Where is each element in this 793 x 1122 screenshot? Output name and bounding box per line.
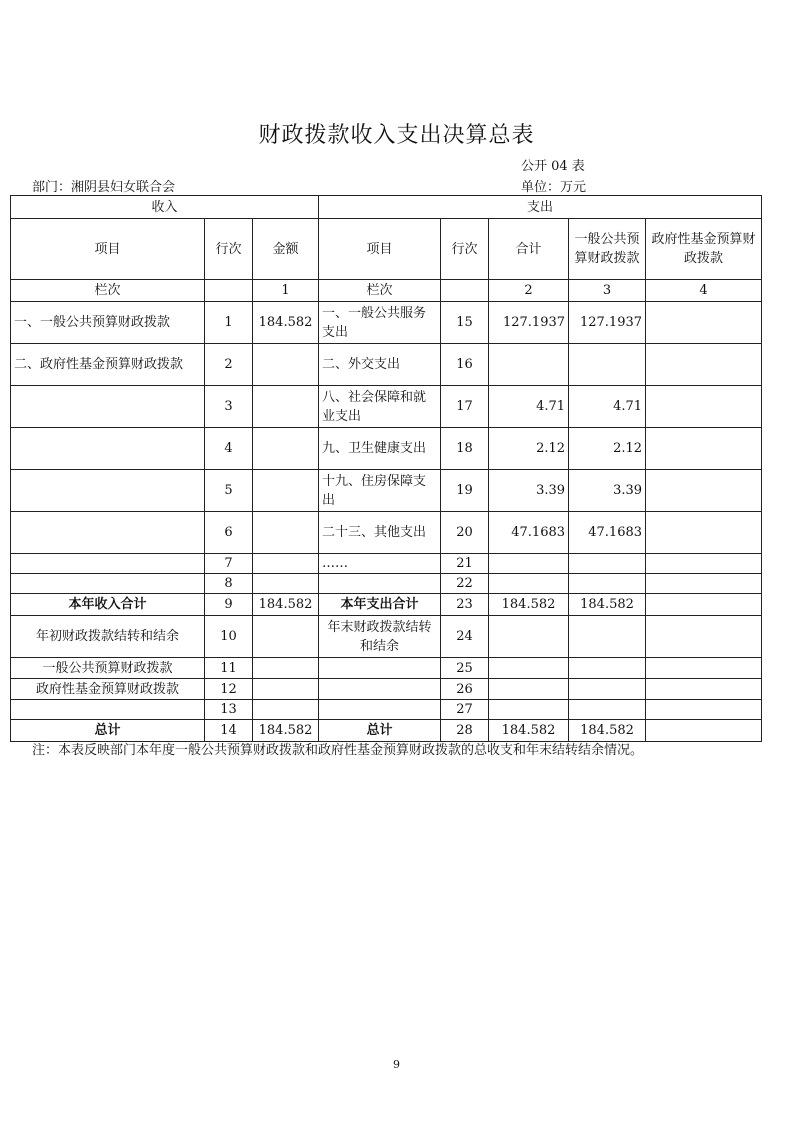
income-item bbox=[11, 574, 205, 594]
income-line-no: 10 bbox=[205, 616, 253, 658]
expense-item: …… bbox=[319, 554, 441, 574]
expense-line-no: 19 bbox=[441, 470, 489, 512]
expense-line-no: 22 bbox=[441, 574, 489, 594]
expense-line-no: 16 bbox=[441, 344, 489, 386]
expense-item bbox=[319, 679, 441, 700]
income-line-no: 3 bbox=[205, 386, 253, 428]
income-subtotal-label: 本年收入合计 bbox=[11, 594, 205, 616]
expense-total: 4.71 bbox=[489, 386, 569, 428]
expense-general bbox=[569, 679, 646, 700]
expense-total: 2.12 bbox=[489, 428, 569, 470]
expense-item bbox=[319, 658, 441, 679]
income-line-no: 7 bbox=[205, 554, 253, 574]
income-item: 年初财政拨款结转和结余 bbox=[11, 616, 205, 658]
income-item bbox=[11, 512, 205, 554]
expense-total bbox=[489, 679, 569, 700]
expense-general bbox=[569, 658, 646, 679]
budget-table bbox=[10, 195, 762, 742]
empty-cell bbox=[205, 280, 253, 302]
col-in-amount: 金额 bbox=[253, 219, 319, 280]
expense-line-no: 25 bbox=[441, 658, 489, 679]
expense-total bbox=[489, 554, 569, 574]
expense-general bbox=[569, 700, 646, 720]
expense-item: 九、卫生健康支出 bbox=[319, 428, 441, 470]
income-header: 收入 bbox=[11, 196, 319, 219]
income-item: 二、政府性基金预算财政拨款 bbox=[11, 344, 205, 386]
expense-total bbox=[489, 658, 569, 679]
expense-fund bbox=[646, 616, 762, 658]
income-item: 一般公共预算财政拨款 bbox=[11, 658, 205, 679]
lanci-label: 栏次 bbox=[319, 280, 441, 302]
expense-total: 184.582 bbox=[489, 720, 569, 742]
expense-general: 127.1937 bbox=[569, 302, 646, 344]
income-amount bbox=[253, 428, 319, 470]
income-amount: 184.582 bbox=[253, 594, 319, 616]
income-grand-total-label: 总计 bbox=[11, 720, 205, 742]
col-number-4: 4 bbox=[646, 280, 762, 302]
page-number: 9 bbox=[393, 1058, 400, 1071]
table-row bbox=[11, 594, 762, 616]
income-line-no: 14 bbox=[205, 720, 253, 742]
expense-total: 3.39 bbox=[489, 470, 569, 512]
expense-line-no: 20 bbox=[441, 512, 489, 554]
unit-label: 单位：万元 bbox=[521, 180, 587, 195]
expense-total: 184.582 bbox=[489, 594, 569, 616]
expense-fund bbox=[646, 658, 762, 679]
expense-general: 4.71 bbox=[569, 386, 646, 428]
income-line-no: 11 bbox=[205, 658, 253, 679]
expense-total bbox=[489, 700, 569, 720]
expense-fund bbox=[646, 428, 762, 470]
col-in-line-no: 行次 bbox=[205, 219, 253, 280]
table-row bbox=[11, 658, 762, 679]
income-amount: 184.582 bbox=[253, 720, 319, 742]
expense-fund bbox=[646, 720, 762, 742]
col-out-total: 合计 bbox=[489, 219, 569, 280]
col-out-line-no: 行次 bbox=[441, 219, 489, 280]
expense-fund bbox=[646, 512, 762, 554]
table-row bbox=[11, 470, 762, 512]
expense-fund bbox=[646, 344, 762, 386]
col-out-item: 项目 bbox=[319, 219, 441, 280]
income-amount bbox=[253, 344, 319, 386]
expense-total: 127.1937 bbox=[489, 302, 569, 344]
form-code: 公开 04 表 bbox=[521, 159, 585, 174]
table-row bbox=[11, 700, 762, 720]
table-row bbox=[11, 679, 762, 700]
table-row bbox=[11, 512, 762, 554]
department-label: 部门：湘阴县妇女联合会 bbox=[32, 180, 176, 195]
lanci-label: 栏次 bbox=[11, 280, 205, 302]
expense-general: 3.39 bbox=[569, 470, 646, 512]
expense-general bbox=[569, 574, 646, 594]
expense-fund bbox=[646, 700, 762, 720]
income-item bbox=[11, 554, 205, 574]
expense-general bbox=[569, 344, 646, 386]
income-item: 政府性基金预算财政拨款 bbox=[11, 679, 205, 700]
empty-cell bbox=[441, 280, 489, 302]
expense-item bbox=[319, 700, 441, 720]
income-amount bbox=[253, 700, 319, 720]
income-item bbox=[11, 470, 205, 512]
expense-fund bbox=[646, 594, 762, 616]
expense-line-no: 18 bbox=[441, 428, 489, 470]
expense-total: 47.1683 bbox=[489, 512, 569, 554]
expense-item bbox=[319, 574, 441, 594]
expense-general bbox=[569, 616, 646, 658]
income-amount bbox=[253, 512, 319, 554]
income-line-no: 4 bbox=[205, 428, 253, 470]
income-amount bbox=[253, 679, 319, 700]
table-row bbox=[11, 302, 762, 344]
expense-line-no: 27 bbox=[441, 700, 489, 720]
expense-line-no: 24 bbox=[441, 616, 489, 658]
income-item: 一、一般公共预算财政拨款 bbox=[11, 302, 205, 344]
income-amount: 184.582 bbox=[253, 302, 319, 344]
col-in-item: 项目 bbox=[11, 219, 205, 280]
expense-line-no: 28 bbox=[441, 720, 489, 742]
expense-line-no: 26 bbox=[441, 679, 489, 700]
expense-header: 支出 bbox=[319, 196, 762, 219]
expense-general: 184.582 bbox=[569, 720, 646, 742]
expense-total bbox=[489, 616, 569, 658]
income-item bbox=[11, 700, 205, 720]
income-amount bbox=[253, 470, 319, 512]
table-row bbox=[11, 574, 762, 594]
income-line-no: 13 bbox=[205, 700, 253, 720]
income-line-no: 9 bbox=[205, 594, 253, 616]
table-row bbox=[11, 344, 762, 386]
income-line-no: 1 bbox=[205, 302, 253, 344]
expense-grand-total-label: 总计 bbox=[319, 720, 441, 742]
income-line-no: 8 bbox=[205, 574, 253, 594]
expense-item: 年末财政拨款结转和结余 bbox=[319, 616, 441, 658]
expense-general bbox=[569, 554, 646, 574]
income-amount bbox=[253, 658, 319, 679]
income-amount bbox=[253, 616, 319, 658]
expense-item: 二、外交支出 bbox=[319, 344, 441, 386]
expense-general: 47.1683 bbox=[569, 512, 646, 554]
expense-item: 一、一般公共服务支出 bbox=[319, 302, 441, 344]
income-amount bbox=[253, 574, 319, 594]
table-row bbox=[11, 720, 762, 742]
expense-fund bbox=[646, 679, 762, 700]
expense-item: 十九、住房保障支出 bbox=[319, 470, 441, 512]
expense-line-no: 23 bbox=[441, 594, 489, 616]
table-row bbox=[11, 616, 762, 658]
income-amount bbox=[253, 386, 319, 428]
col-number-1: 1 bbox=[253, 280, 319, 302]
expense-line-no: 17 bbox=[441, 386, 489, 428]
expense-subtotal-label: 本年支出合计 bbox=[319, 594, 441, 616]
income-line-no: 5 bbox=[205, 470, 253, 512]
expense-item: 八、社会保障和就业支出 bbox=[319, 386, 441, 428]
expense-fund bbox=[646, 470, 762, 512]
income-line-no: 6 bbox=[205, 512, 253, 554]
expense-fund bbox=[646, 386, 762, 428]
income-item bbox=[11, 428, 205, 470]
footnote: 注：本表反映部门本年度一般公共预算财政拨款和政府性基金预算财政拨款的总收支和年末结转结余情况。 bbox=[32, 743, 644, 758]
income-line-no: 12 bbox=[205, 679, 253, 700]
expense-fund bbox=[646, 554, 762, 574]
col-out-gov-fund: 政府性基金预算财政拨款 bbox=[646, 219, 762, 280]
expense-fund bbox=[646, 574, 762, 594]
col-out-general-budget: 一般公共预算财政拨款 bbox=[569, 219, 646, 280]
expense-line-no: 15 bbox=[441, 302, 489, 344]
table-row bbox=[11, 428, 762, 470]
table-row bbox=[11, 554, 762, 574]
col-number-3: 3 bbox=[569, 280, 646, 302]
expense-total bbox=[489, 344, 569, 386]
page-title: 财政拨款收入支出决算总表 bbox=[258, 123, 535, 148]
income-item bbox=[11, 386, 205, 428]
expense-general: 2.12 bbox=[569, 428, 646, 470]
expense-line-no: 21 bbox=[441, 554, 489, 574]
col-number-2: 2 bbox=[489, 280, 569, 302]
expense-item: 二十三、其他支出 bbox=[319, 512, 441, 554]
income-line-no: 2 bbox=[205, 344, 253, 386]
table-row bbox=[11, 386, 762, 428]
expense-fund bbox=[646, 302, 762, 344]
income-amount bbox=[253, 554, 319, 574]
expense-general: 184.582 bbox=[569, 594, 646, 616]
expense-total bbox=[489, 574, 569, 594]
